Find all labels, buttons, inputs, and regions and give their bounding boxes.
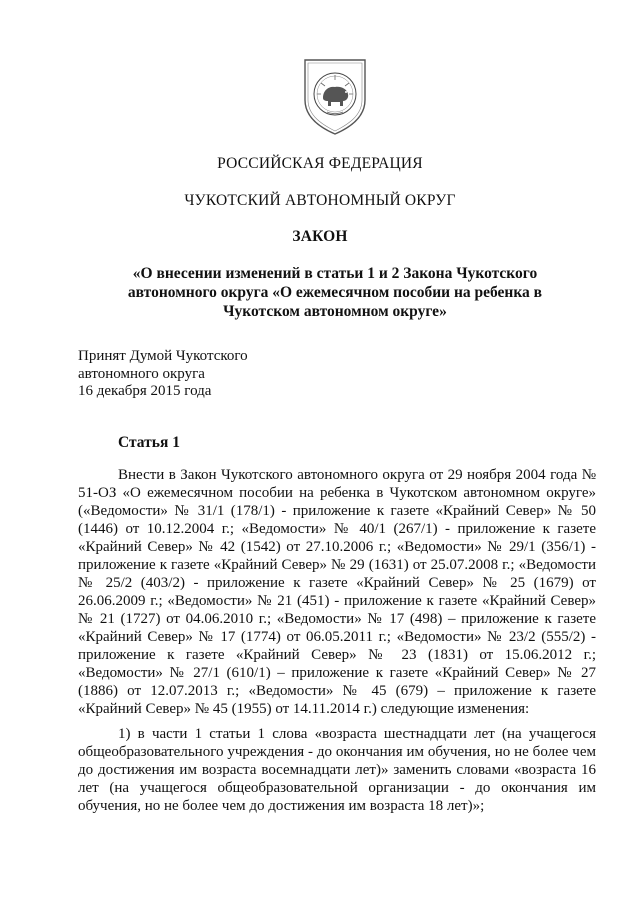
law-title: «О внесении изменений в статьи 1 и 2 Закона Чукотского автономного округа «О ежемесячном пособии на ребенка в Чукотском автономном округе» [127, 265, 543, 320]
article-heading: Статья 1 [118, 434, 180, 451]
article-paragraph-1: Внести в Закон Чукотского автономного округа от 29 ноября 2004 года № 51-ОЗ «О ежемесячном пособии на ребенка в Чукотском автономном округе» («Ведомости» № 31/1 (178/1) - приложение к газете «Крайний Север» № 50 (1446) от 10.12.2004 г.; «Ведомости» № 40/1 (267/1) - приложение к газете «Крайний Север» № 42 (1542) от 27.10.2006 г.; «Ведомости» № 29/1 (356/1) - приложение к газете «Крайний Север» № 29 (1631) от 25.07.2008 г.; «Ведомости № 25/2 (403/2) - приложение к газете «Крайний Север» № 25 (1679) от 26.06.2009 г.; «Ведомости» № 21 (451) - приложение к газете «Крайний Север» № 21 (1727) от 04.06.2010 г.; «Ведомости» № 17 (498) – приложение к газете «Крайний Север» № 17 (1774) от 06.05.2011 г.; «Ведомости» № 23/2 (555/2) - приложение к газете «Крайний Север» № 23 (1831) от 15.06.2012 г.; «Ведомости» № 27/1 (610/1) – приложение к газете «Крайний Север» № 27 (1886) от 12.07.2013 г.; «Ведомости» № 45 (679) – приложение к газете «Крайний Север» № 45 (1955) от 14.11.2014 г.) следующие изменения: [78, 467, 596, 717]
coat-of-arms-icon [299, 56, 371, 138]
country-heading: РОССИЙСКАЯ ФЕДЕРАЦИЯ [217, 155, 423, 172]
adoption-block [78, 348, 338, 401]
adoption-line-2: автономного округа [78, 365, 205, 382]
adoption-line-1: Принят Думой Чукотского [78, 348, 248, 364]
adoption-date: 16 декабря 2015 года [78, 383, 212, 399]
region-heading: ЧУКОТСКИЙ АВТОНОМНЫЙ ОКРУГ [184, 192, 456, 209]
article-paragraph-2: 1) в части 1 статьи 1 слова «возраста шестнадцати лет (на учащегося общеобразовательного учреждения - до окончания им обучения, но не более чем до достижения им возраста восемнадцати лет)» заменить словами «возраста 16 лет (на учащегося общеобразовательной организации - до окончания им обучения, но не более чем до достижения им возраста 18 лет)»; [78, 726, 596, 814]
document-type-heading: ЗАКОН [292, 228, 348, 245]
